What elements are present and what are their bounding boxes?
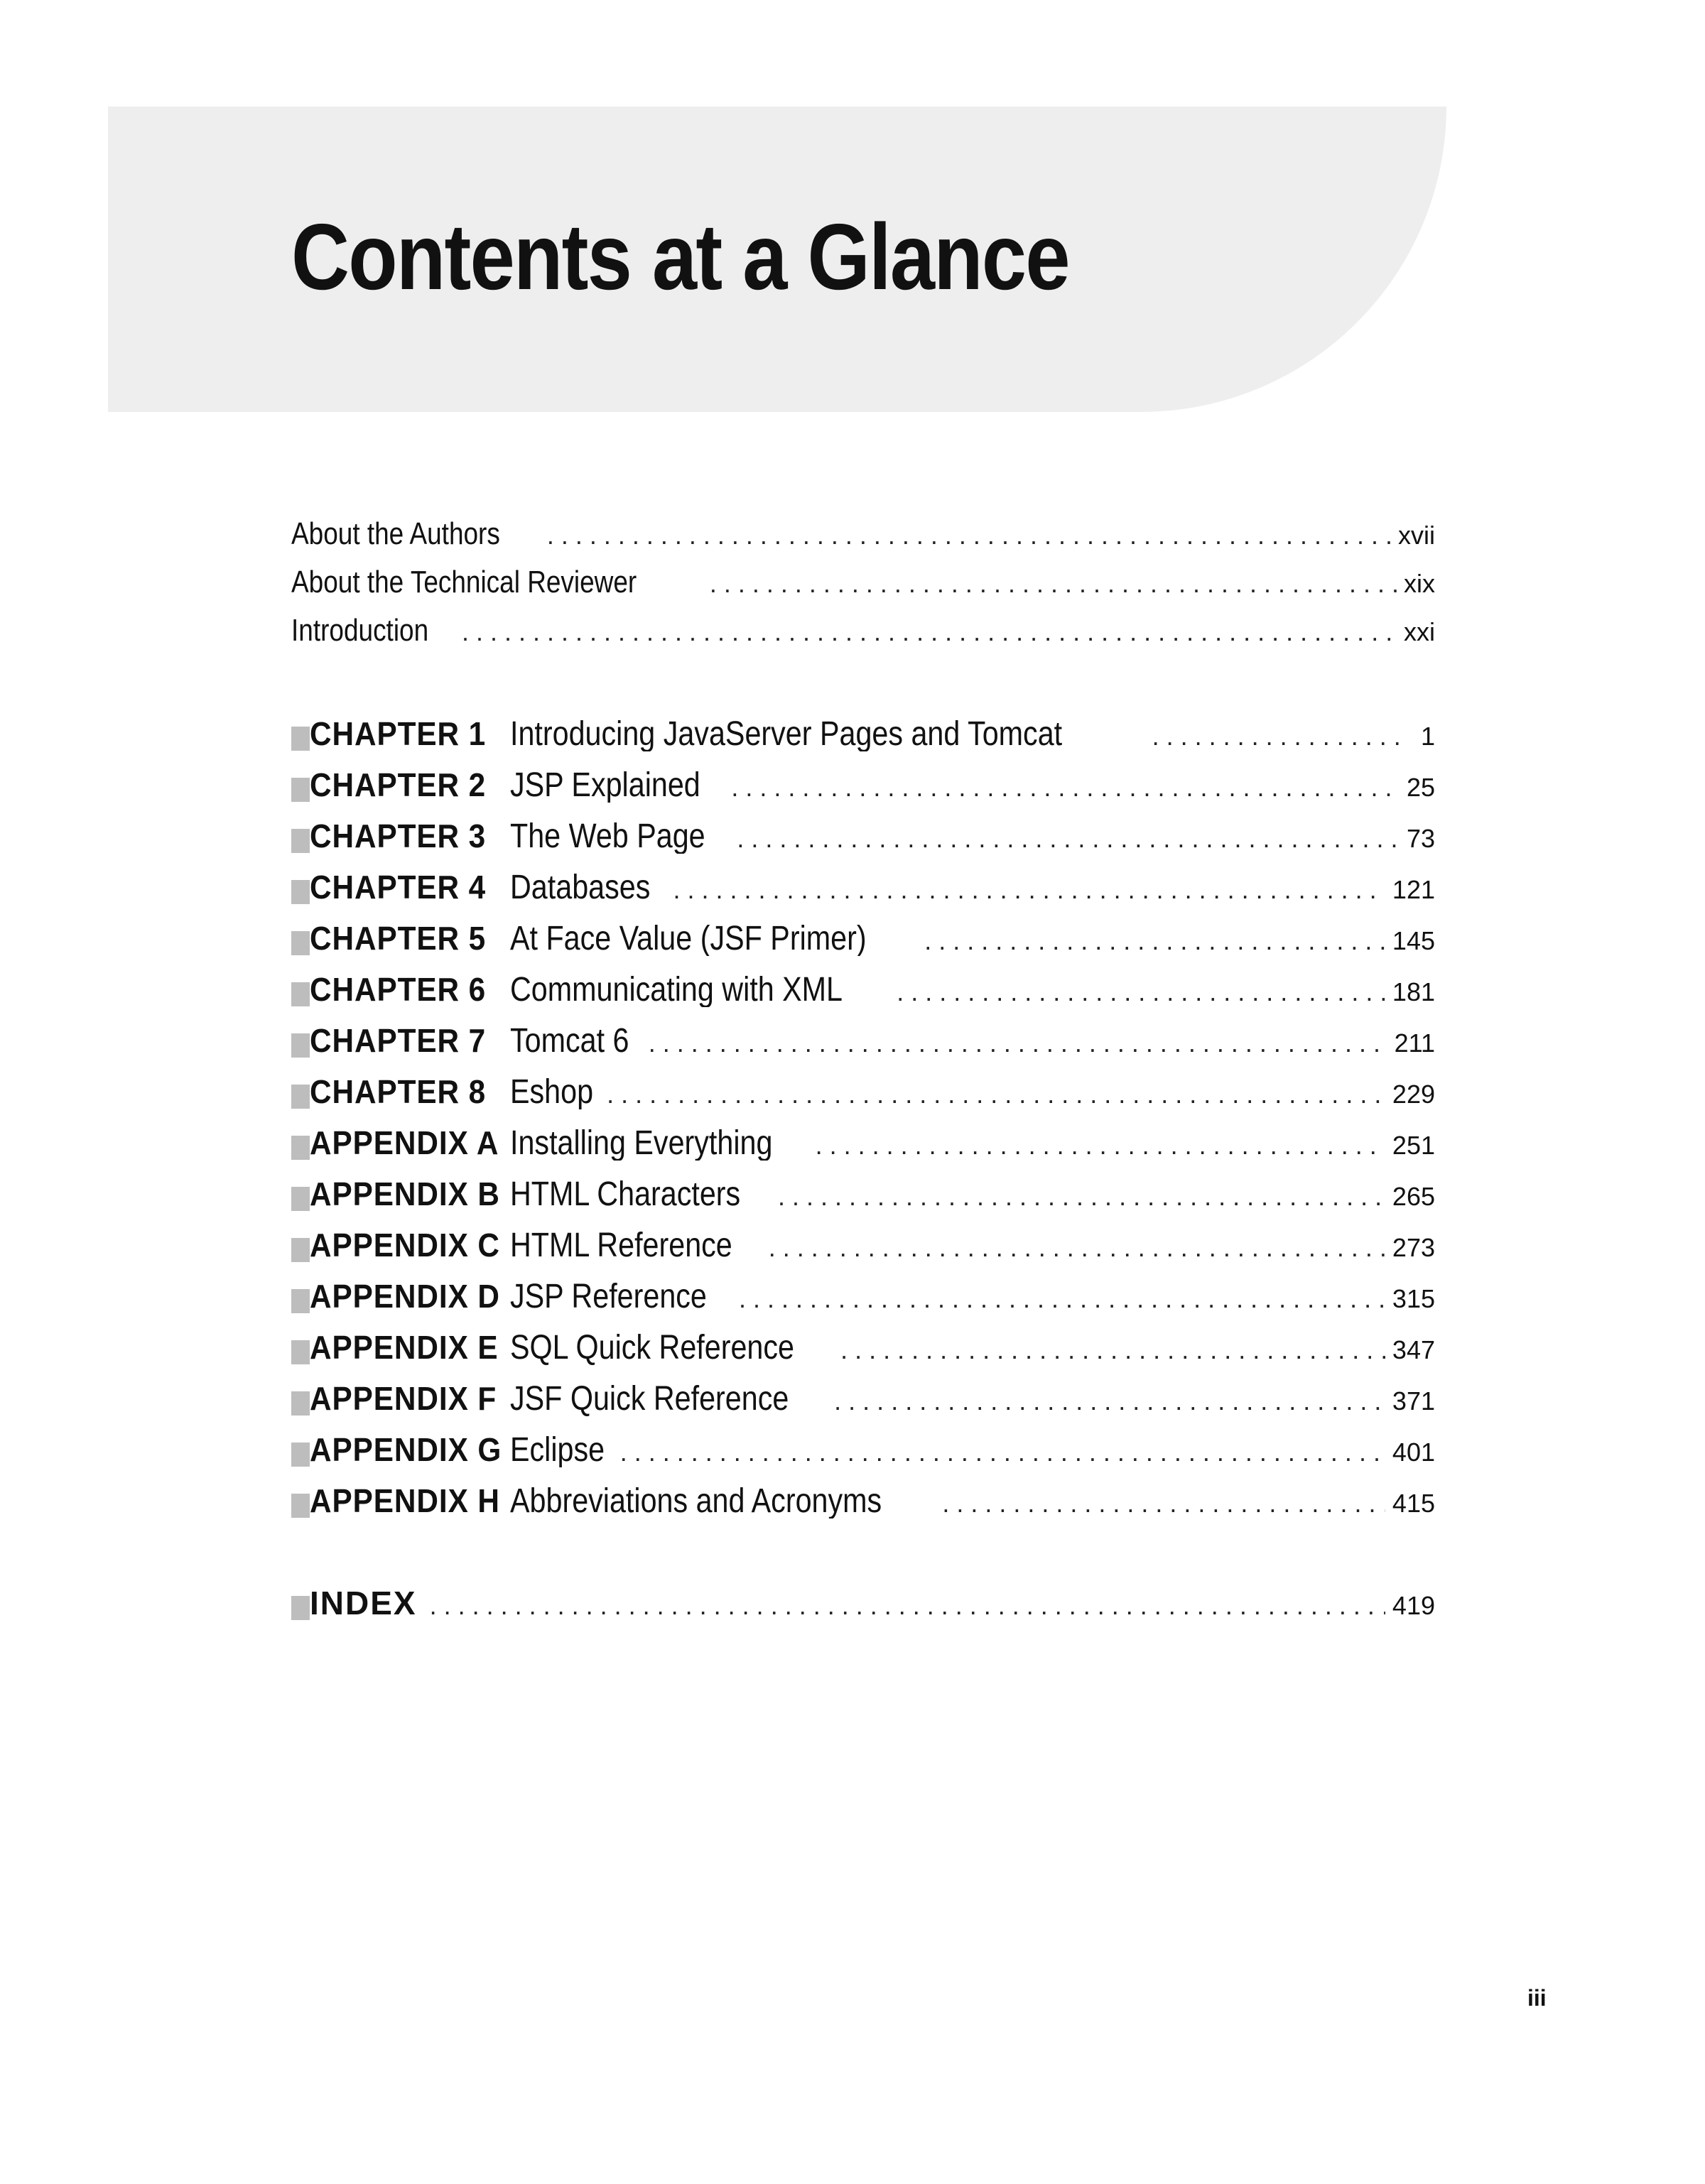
chapter-label: CHAPTER 4 <box>310 869 487 906</box>
dot-leader <box>737 826 1400 852</box>
toc-chapter-item[interactable] <box>291 1024 1435 1067</box>
toc-chapter-item[interactable] <box>291 717 1435 760</box>
chapter-title: HTML Characters <box>510 1178 741 1212</box>
dot-leader <box>710 571 1397 597</box>
chapter-title: At Face Value (JSF Primer) <box>510 922 867 956</box>
toc-chapter-item[interactable] <box>291 1331 1435 1374</box>
chapter-title: Abbreviations and Acronyms <box>510 1484 882 1519</box>
toc-chapter-item[interactable] <box>291 1126 1435 1169</box>
toc-front-item[interactable] <box>291 567 1435 607</box>
chapter-title: Communicating with XML <box>510 973 843 1007</box>
chapter-label: CHAPTER 2 <box>310 766 487 803</box>
toc-front-title: About the Technical Reviewer <box>291 565 637 599</box>
toc-page-number: 211 <box>1394 1028 1435 1058</box>
toc-front-title: About the Authors <box>291 516 500 551</box>
chapter-title: Installing Everything <box>510 1126 773 1161</box>
toc-chapter-item[interactable] <box>291 871 1435 913</box>
chapter-title: JSP Explained <box>510 768 700 803</box>
bullet-marker-icon <box>291 1443 310 1467</box>
chapter-label: APPENDIX F <box>310 1380 497 1417</box>
toc-page-number: 181 <box>1392 977 1435 1006</box>
toc-page-number: 121 <box>1392 875 1435 904</box>
bullet-marker-icon <box>291 1033 310 1058</box>
bullet-marker-icon <box>291 1596 310 1620</box>
chapter-label: CHAPTER 1 <box>310 715 487 752</box>
dot-leader <box>942 1491 1385 1516</box>
toc-chapter-item[interactable] <box>291 1280 1435 1322</box>
toc-page-number: 1 <box>1420 722 1435 751</box>
chapter-label: APPENDIX D <box>310 1278 500 1315</box>
toc-chapter-item[interactable] <box>291 1175 1435 1220</box>
bullet-marker-icon <box>291 1340 310 1364</box>
dot-leader <box>897 979 1385 1005</box>
toc-index-item[interactable] <box>291 1587 1435 1629</box>
toc-page-number: 25 <box>1406 773 1435 802</box>
dot-leader <box>769 1235 1385 1261</box>
toc-chapter-item[interactable] <box>291 1229 1435 1271</box>
bullet-marker-icon <box>291 1187 310 1211</box>
toc-chapter-item[interactable] <box>291 768 1435 811</box>
bullet-marker-icon <box>291 982 310 1006</box>
chapter-title: Eshop <box>510 1075 594 1109</box>
chapter-title: JSP Reference <box>510 1280 707 1314</box>
chapter-title: SQL Quick Reference <box>510 1331 794 1365</box>
toc-page-number: 419 <box>1392 1591 1435 1620</box>
dot-leader <box>778 1184 1385 1210</box>
chapter-label: CHAPTER 6 <box>310 971 487 1008</box>
dot-leader <box>547 523 1391 548</box>
dot-leader <box>673 877 1385 903</box>
bullet-marker-icon <box>291 931 310 955</box>
dot-leader <box>620 1440 1385 1465</box>
bullet-marker-icon <box>291 880 310 904</box>
dot-leader <box>607 1082 1385 1107</box>
bullet-marker-icon <box>291 1391 310 1416</box>
chapter-title: Eclipse <box>510 1433 605 1467</box>
toc-front-title: Introduction <box>291 613 429 648</box>
chapter-label: APPENDIX H <box>310 1482 500 1519</box>
dot-leader <box>816 1133 1385 1158</box>
toc-page-number: 347 <box>1392 1335 1435 1364</box>
dot-leader <box>731 775 1400 800</box>
toc-page-number: xix <box>1404 569 1435 598</box>
toc-page-number: 73 <box>1406 824 1435 853</box>
dot-leader <box>1152 724 1407 749</box>
bullet-marker-icon <box>291 829 310 853</box>
toc-page-number: 371 <box>1392 1386 1435 1416</box>
chapter-label: CHAPTER 7 <box>310 1022 487 1059</box>
dot-leader <box>840 1337 1385 1363</box>
toc-chapter-item[interactable] <box>291 1433 1435 1476</box>
bullet-marker-icon <box>291 778 310 802</box>
chapter-label: APPENDIX G <box>310 1431 502 1468</box>
chapter-label: APPENDIX B <box>310 1175 500 1212</box>
page-folio: iii <box>1527 1985 1547 2011</box>
dot-leader <box>462 619 1397 645</box>
dot-leader <box>430 1593 1385 1619</box>
chapter-label: APPENDIX C <box>310 1227 500 1264</box>
toc-chapter-item[interactable] <box>291 1484 1435 1527</box>
dot-leader <box>834 1389 1385 1414</box>
bullet-marker-icon <box>291 727 310 751</box>
toc-page-number: 315 <box>1392 1284 1435 1313</box>
toc-page-number: xxi <box>1404 617 1435 646</box>
bullet-marker-icon <box>291 1085 310 1109</box>
chapter-label: APPENDIX A <box>310 1124 499 1161</box>
chapter-label: CHAPTER 8 <box>310 1073 487 1110</box>
toc-page-number: 273 <box>1392 1233 1435 1262</box>
toc-page-number: 265 <box>1392 1182 1435 1211</box>
chapter-label: APPENDIX E <box>310 1329 499 1366</box>
dot-leader <box>649 1031 1387 1056</box>
toc <box>291 0 1435 1705</box>
bullet-marker-icon <box>291 1289 310 1313</box>
chapter-title: HTML Reference <box>510 1229 732 1263</box>
page-title: Contents at a Glance <box>291 205 1069 309</box>
toc-front-item[interactable] <box>291 615 1435 655</box>
bullet-marker-icon <box>291 1238 310 1262</box>
toc-page-number: 229 <box>1392 1080 1435 1109</box>
toc-chapter-item[interactable] <box>291 1075 1435 1118</box>
bullet-marker-icon <box>291 1494 310 1518</box>
toc-chapter-item[interactable] <box>291 1382 1435 1425</box>
toc-page-number: 145 <box>1392 926 1435 955</box>
toc-chapter-item[interactable] <box>291 973 1435 1016</box>
dot-leader <box>739 1286 1385 1312</box>
bullet-marker-icon <box>291 1136 310 1160</box>
toc-page-number: 251 <box>1392 1131 1435 1160</box>
chapter-label: CHAPTER 3 <box>310 817 487 854</box>
chapter-title: The Web Page <box>510 820 705 854</box>
chapter-title: Introducing JavaServer Pages and Tomcat <box>510 717 1063 751</box>
toc-chapter-item[interactable] <box>291 817 1435 862</box>
chapter-title: Tomcat 6 <box>510 1024 629 1058</box>
toc-page-number: 401 <box>1392 1438 1435 1467</box>
chapter-title: Databases <box>510 871 651 905</box>
toc-page-number: 415 <box>1392 1489 1435 1518</box>
chapter-title: JSF Quick Reference <box>510 1382 789 1416</box>
toc-chapter-item[interactable] <box>291 922 1435 965</box>
chapter-label: CHAPTER 5 <box>310 920 487 957</box>
dot-leader <box>924 928 1385 954</box>
toc-front-item[interactable] <box>291 518 1435 558</box>
index-label: INDEX <box>310 1585 417 1621</box>
toc-page-number: xvii <box>1398 521 1435 550</box>
